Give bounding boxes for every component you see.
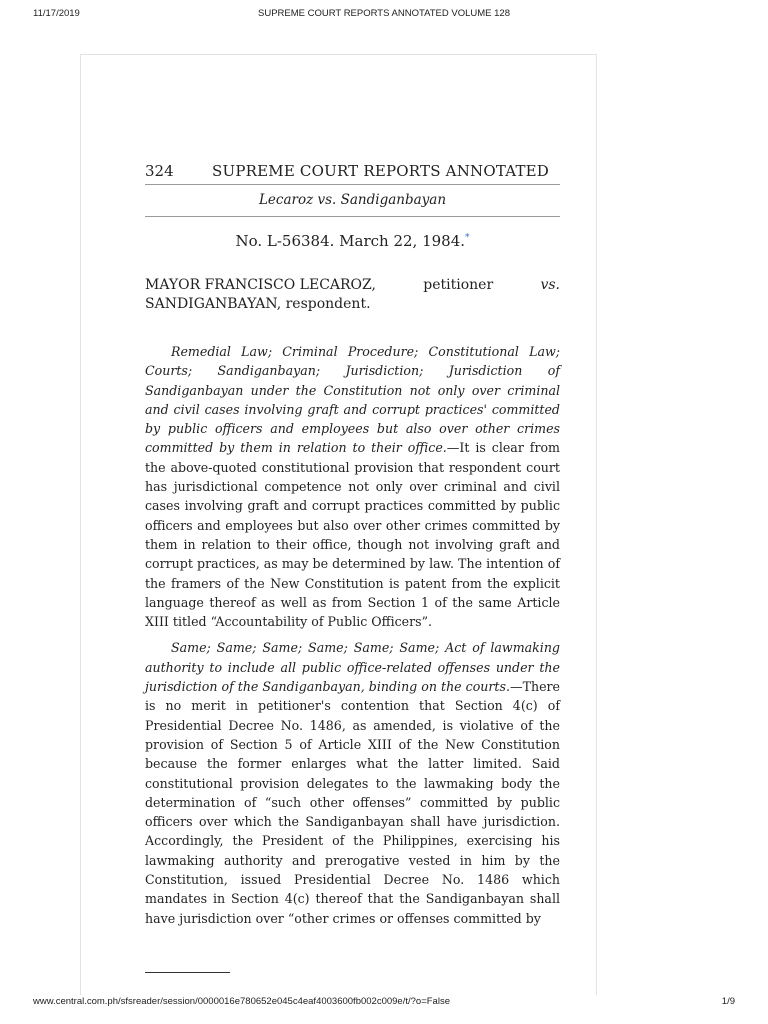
- print-title: SUPREME COURT REPORTS ANNOTATED VOLUME 128: [258, 8, 510, 19]
- footnote-divider: [145, 972, 230, 973]
- syllabus-text: —It is clear from the above-quoted constitutional provision that respondent court has jurisdictional competence not only over criminal and civil cases involving graft and corrupt practices committed by public officers and employees but also over other crimes committed by them in relation to their office, though not involving graft and corrupt practices, as may be determined by law. The intention of the framers of the New Constitution is patent from the explicit language thereof as well as from Section 1 of the same Article XIII titled “Accountability of Public Officers”.: [145, 440, 560, 630]
- petitioner-role: petitioner: [423, 277, 494, 293]
- print-date: 11/17/2019: [33, 8, 80, 19]
- print-header: [33, 8, 735, 22]
- print-url: www.central.com.ph/sfsreader/session/0000016e780652e045c4eaf4003600fb002c009e/t/?o=False: [33, 996, 450, 1007]
- versus: vs.: [540, 277, 560, 293]
- running-head: [145, 162, 560, 185]
- case-number-date: [145, 232, 560, 250]
- syllabus-paragraph: [145, 638, 560, 927]
- headnote: Same; Same; Same; Same; Same; Same; Act of lawmaking authority to include all public office-related offenses under the jurisdiction of the Sandiganbayan, binding on the courts.: [145, 640, 560, 695]
- print-page-count: 1/9: [721, 996, 735, 1007]
- print-footer: [33, 996, 735, 1010]
- syllabus: [145, 342, 560, 935]
- page-number: 324: [145, 162, 174, 180]
- petitioner-name: MAYOR FRANCISCO LECAROZ,: [145, 277, 376, 293]
- headnote: Remedial Law; Criminal Procedure; Constitutional Law; Courts; Sandiganbayan; Jurisdiction; Jurisdiction of Sandiganbayan under the Constitution not only over criminal and civil cases involving graft and corrupt practices' committed by public officers and employees but also over other crimes committed by them in relation to their office.: [145, 344, 560, 456]
- respondent-role: respondent.: [285, 296, 371, 312]
- respondent-name: SANDIGANBAYAN,: [145, 296, 286, 312]
- reporter-title: SUPREME COURT REPORTS ANNOTATED: [212, 162, 550, 180]
- case-short-title: Lecaroz vs. Sandiganbayan: [145, 192, 560, 217]
- case-number-text: No. L-56384. March 22, 1984.: [235, 232, 466, 250]
- syllabus-text: —There is no merit in petitioner's contention that Section 4(c) of Presidential Decree No. 1486, as amended, is violative of the provision of Section 5 of Article XIII of the New Constitution because the former enlarges what the latter limited. Said constitutional provision delegates to the lawmaking body the determination of “such other offenses” committed by public officers over which the Sandiganbayan shall have jurisdiction. Accordingly, the President of the Philippines, exercising his lawmaking authority and prerogative vested in him by the Constitution, issued Presidential Decree No. 1486 which mandates in Section 4(c) thereof that the Sandiganbayan shall have jurisdiction over “other crimes or offenses committed by: [145, 679, 560, 926]
- parties: [145, 276, 560, 314]
- syllabus-paragraph: [145, 342, 560, 631]
- footnote-link[interactable]: *: [465, 233, 470, 243]
